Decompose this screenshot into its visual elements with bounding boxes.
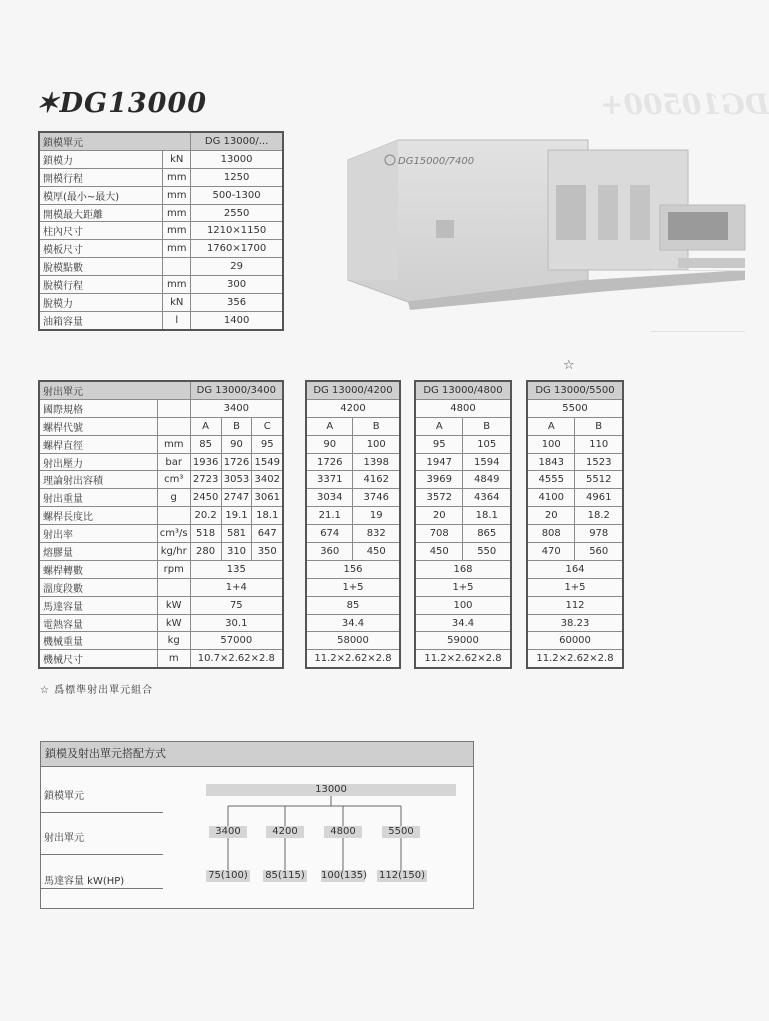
injection-table-5500 — [526, 380, 624, 669]
injection-spec: 4800 — [415, 399, 511, 417]
injection-size-value: 11.2×2.62×2.8 — [415, 650, 511, 668]
injection-zones-value: 1+5 — [527, 578, 623, 596]
injection-row — [306, 417, 400, 435]
clamp-row-label: 脫模力 — [39, 294, 163, 312]
combo-clamp-value: 13000 — [206, 784, 456, 796]
combo-clamp-label: 鎖模單元 — [44, 791, 84, 802]
injection-row-label: 射出壓力 — [39, 453, 157, 471]
page-title: ✶DG13000 — [36, 88, 208, 119]
clamp-row-value: 300 — [191, 276, 283, 294]
injection-rate-value: 978 — [575, 525, 623, 543]
injection-row — [527, 525, 623, 543]
combo-motor-label: 馬達容量 kW(HP) — [44, 876, 125, 887]
injection-rpm-value: 168 — [415, 560, 511, 578]
clamp-row-label: 柱內尺寸 — [39, 222, 163, 240]
clamp-row-unit: mm — [163, 204, 191, 222]
injection-pressure-value: 1726 — [221, 453, 252, 471]
injection-spec: 3400 — [190, 399, 283, 417]
injection-row-unit: g — [157, 489, 190, 507]
injection-row — [415, 614, 511, 632]
injection-row — [527, 614, 623, 632]
injection-volume-value: 5512 — [575, 471, 623, 489]
combo-connectors — [41, 742, 473, 908]
injection-ld-value: 21.1 — [306, 507, 353, 525]
injection-row — [415, 578, 511, 596]
injection-header-row — [527, 381, 623, 399]
injection-zones-value: 1+5 — [415, 578, 511, 596]
injection-row — [39, 489, 283, 507]
injection-row-unit — [157, 507, 190, 525]
injection-spec: 4200 — [306, 399, 400, 417]
injection-diameter-value: 95 — [415, 435, 463, 453]
injection-row — [415, 596, 511, 614]
injection-row-label: 電熱容量 — [39, 614, 157, 632]
injection-row — [415, 525, 511, 543]
injection-row — [306, 471, 400, 489]
clamp-row-value: 2550 — [191, 204, 283, 222]
combo-motor-85: 85(115) — [263, 870, 307, 882]
clamp-row-value: 1210×1150 — [191, 222, 283, 240]
injection-row-unit: kg/hr — [157, 543, 190, 561]
injection-row — [527, 453, 623, 471]
clamp-row-label: 油箱容量 — [39, 311, 163, 329]
injection-row — [39, 471, 283, 489]
injection-diameter-value: 100 — [353, 435, 400, 453]
injection-row — [415, 650, 511, 668]
injection-rpm-value: 135 — [190, 560, 283, 578]
injection-rate-value: 832 — [353, 525, 400, 543]
injection-row — [527, 578, 623, 596]
clamp-row — [39, 276, 283, 294]
injection-row — [306, 453, 400, 471]
injection-row-label: 馬達容量 — [39, 596, 157, 614]
injection-row — [39, 417, 283, 435]
clamp-row-unit: kN — [163, 150, 191, 168]
injection-plast-value: 350 — [252, 543, 283, 561]
injection-screw-code: A — [527, 417, 575, 435]
clamp-row-unit: mm — [163, 276, 191, 294]
clamp-row — [39, 294, 283, 312]
clamp-row-value: 500-1300 — [191, 186, 283, 204]
injection-ld-value: 18.2 — [575, 507, 623, 525]
injection-ld-value: 19 — [353, 507, 400, 525]
clamp-row-unit: mm — [163, 240, 191, 258]
injection-row-unit: rpm — [157, 560, 190, 578]
injection-plast-value: 280 — [190, 543, 221, 561]
injection-row — [415, 453, 511, 471]
injection-row — [527, 596, 623, 614]
injection-row — [39, 650, 283, 668]
injection-row — [306, 543, 400, 561]
injection-diameter-value: 95 — [252, 435, 283, 453]
injection-row-label: 溫度段數 — [39, 578, 157, 596]
injection-weight-value: 4961 — [575, 489, 623, 507]
injection-screw-code: B — [221, 417, 252, 435]
injection-row — [527, 560, 623, 578]
injection-row-unit: cm³/s — [157, 525, 190, 543]
injection-row — [527, 489, 623, 507]
combo-injection-label: 射出單元 — [44, 833, 84, 844]
injection-row — [415, 543, 511, 561]
injection-row — [415, 471, 511, 489]
injection-row — [527, 632, 623, 650]
combo-injection-4800: 4800 — [324, 826, 362, 838]
injection-plast-value: 310 — [221, 543, 252, 561]
injection-row — [527, 417, 623, 435]
injection-row-label: 螺桿轉數 — [39, 560, 157, 578]
clamp-row-value: 29 — [191, 258, 283, 276]
injection-row-unit: cm³ — [157, 471, 190, 489]
injection-row — [306, 507, 400, 525]
clamp-row-value: 1760×1700 — [191, 240, 283, 258]
injection-ld-value: 20 — [415, 507, 463, 525]
injection-heater-value: 30.1 — [190, 614, 283, 632]
injection-motor-value: 112 — [527, 596, 623, 614]
clamp-row-label: 脫模點數 — [39, 258, 163, 276]
clamp-row-unit: kN — [163, 294, 191, 312]
injection-plast-value: 560 — [575, 543, 623, 561]
injection-table-3400 — [38, 380, 284, 669]
clamp-row-unit: l — [163, 311, 191, 329]
injection-rate-value: 647 — [252, 525, 283, 543]
injection-screw-code: B — [463, 417, 511, 435]
injection-weight-value: 2450 — [190, 489, 221, 507]
injection-pressure-value: 1843 — [527, 453, 575, 471]
clamp-row-value: 1250 — [191, 168, 283, 186]
injection-weight-value: 3061 — [252, 489, 283, 507]
injection-row — [39, 632, 283, 650]
combo-injection-3400: 3400 — [209, 826, 247, 838]
injection-heater-value: 38.23 — [527, 614, 623, 632]
injection-model-name: DG 13000/3400 — [190, 381, 283, 399]
injection-weight-value: 3572 — [415, 489, 463, 507]
injection-row-label: 螺桿長度比 — [39, 507, 157, 525]
injection-rate-value: 708 — [415, 525, 463, 543]
injection-size-value: 10.7×2.62×2.8 — [190, 650, 283, 668]
clamp-table — [38, 131, 284, 331]
injection-volume-value: 3053 — [221, 471, 252, 489]
injection-row — [39, 453, 283, 471]
injection-row — [527, 507, 623, 525]
clamp-row-unit: mm — [163, 186, 191, 204]
injection-row — [415, 399, 511, 417]
injection-model-name: DG 13000/4200 — [306, 381, 400, 399]
injection-row-label: 熔膠量 — [39, 543, 157, 561]
injection-row-label: 射出率 — [39, 525, 157, 543]
injection-row-unit — [157, 578, 190, 596]
clamp-row-label: 模厚(最小~最大) — [39, 186, 163, 204]
footnote: ☆ 爲標準射出單元組合 — [40, 685, 154, 696]
clamp-row — [39, 311, 283, 329]
injection-row — [415, 435, 511, 453]
injection-row — [39, 525, 283, 543]
injection-table-4200 — [305, 380, 401, 669]
injection-row — [306, 650, 400, 668]
machine-label: DG15000/7400 — [398, 156, 475, 167]
injection-row — [415, 489, 511, 507]
injection-mweight-value: 60000 — [527, 632, 623, 650]
injection-row-label: 國際規格 — [39, 399, 157, 417]
injection-diameter-value: 85 — [190, 435, 221, 453]
injection-volume-value: 3969 — [415, 471, 463, 489]
injection-row — [39, 614, 283, 632]
injection-motor-value: 85 — [306, 596, 400, 614]
clamp-row-label: 模板尺寸 — [39, 240, 163, 258]
combo-injection-5500: 5500 — [382, 826, 420, 838]
injection-header-row — [306, 381, 400, 399]
ghost-table — [650, 270, 745, 332]
injection-spec: 5500 — [527, 399, 623, 417]
injection-row — [39, 560, 283, 578]
injection-row-unit: kW — [157, 614, 190, 632]
clamp-row — [39, 258, 283, 276]
clamp-row — [39, 186, 283, 204]
combo-injection-4200: 4200 — [266, 826, 304, 838]
injection-weight-value: 3034 — [306, 489, 353, 507]
injection-header-row — [415, 381, 511, 399]
injection-row — [306, 489, 400, 507]
injection-motor-value: 75 — [190, 596, 283, 614]
injection-screw-code: A — [190, 417, 221, 435]
injection-row-unit — [157, 399, 190, 417]
injection-row — [527, 399, 623, 417]
injection-screw-code: B — [575, 417, 623, 435]
injection-pressure-value: 1549 — [252, 453, 283, 471]
injection-row — [306, 525, 400, 543]
clamp-row — [39, 240, 283, 258]
injection-row — [39, 543, 283, 561]
clamp-row-unit — [163, 258, 191, 276]
injection-row — [415, 560, 511, 578]
injection-plast-value: 550 — [463, 543, 511, 561]
injection-rate-value: 518 — [190, 525, 221, 543]
injection-row — [306, 399, 400, 417]
injection-row — [306, 596, 400, 614]
injection-model-name: DG 13000/5500 — [527, 381, 623, 399]
injection-row — [527, 543, 623, 561]
injection-weight-value: 2747 — [221, 489, 252, 507]
injection-size-value: 11.2×2.62×2.8 — [306, 650, 400, 668]
injection-rate-value: 808 — [527, 525, 575, 543]
injection-row-label: 射出重量 — [39, 489, 157, 507]
clamp-row-unit: mm — [163, 168, 191, 186]
injection-pressure-value: 1594 — [463, 453, 511, 471]
clamp-row-label: 鎖模力 — [39, 150, 163, 168]
injection-table-4800 — [414, 380, 512, 669]
injection-row-label: 理論射出容積 — [39, 471, 157, 489]
injection-row — [527, 435, 623, 453]
clamp-row — [39, 168, 283, 186]
injection-heater-value: 34.4 — [415, 614, 511, 632]
injection-row — [306, 632, 400, 650]
injection-rpm-value: 164 — [527, 560, 623, 578]
injection-row — [39, 596, 283, 614]
injection-diameter-value: 110 — [575, 435, 623, 453]
injection-diameter-value: 90 — [306, 435, 353, 453]
injection-row — [39, 578, 283, 596]
injection-row — [527, 650, 623, 668]
injection-mweight-value: 58000 — [306, 632, 400, 650]
combo-motor-75: 75(100) — [206, 870, 250, 882]
injection-row-label: 機械尺寸 — [39, 650, 157, 668]
injection-plast-value: 450 — [353, 543, 400, 561]
clamp-row — [39, 222, 283, 240]
injection-rpm-value: 156 — [306, 560, 400, 578]
injection-pressure-value: 1523 — [575, 453, 623, 471]
injection-screw-code: B — [353, 417, 400, 435]
clamp-row-label: 脫模行程 — [39, 276, 163, 294]
injection-row — [527, 471, 623, 489]
injection-plast-value: 450 — [415, 543, 463, 561]
injection-weight-value: 4100 — [527, 489, 575, 507]
injection-ld-value: 20 — [527, 507, 575, 525]
combination-title: 鎖模及射出單元搭配方式 — [41, 742, 473, 767]
injection-diameter-value: 105 — [463, 435, 511, 453]
star-mark: ☆ — [563, 358, 575, 373]
clamp-header-model: DG 13000/... — [191, 132, 283, 150]
injection-plast-value: 470 — [527, 543, 575, 561]
injection-screw-code: A — [306, 417, 353, 435]
injection-weight-value: 3746 — [353, 489, 400, 507]
injection-rate-value: 581 — [221, 525, 252, 543]
clamp-row — [39, 150, 283, 168]
injection-mweight-value: 59000 — [415, 632, 511, 650]
clamp-row-unit: mm — [163, 222, 191, 240]
injection-row-unit: bar — [157, 453, 190, 471]
injection-row-label: 螺桿直徑 — [39, 435, 157, 453]
injection-row-unit: kW — [157, 596, 190, 614]
injection-motor-value: 100 — [415, 596, 511, 614]
injection-diameter-value: 100 — [527, 435, 575, 453]
injection-rate-value: 865 — [463, 525, 511, 543]
injection-pressure-value: 1936 — [190, 453, 221, 471]
injection-plast-value: 360 — [306, 543, 353, 561]
injection-ld-value: 18.1 — [463, 507, 511, 525]
injection-pressure-value: 1947 — [415, 453, 463, 471]
injection-rate-value: 674 — [306, 525, 353, 543]
injection-diameter-value: 90 — [221, 435, 252, 453]
injection-row — [415, 507, 511, 525]
combination-panel — [40, 741, 474, 909]
injection-row — [415, 632, 511, 650]
combo-motor-112: 112(150) — [377, 870, 427, 882]
injection-row — [39, 507, 283, 525]
injection-pressure-value: 1398 — [353, 453, 400, 471]
injection-zones-value: 1+5 — [306, 578, 400, 596]
clamp-header-row — [39, 132, 283, 150]
injection-pressure-value: 1726 — [306, 453, 353, 471]
ghost-title: DG10500+ — [600, 88, 769, 121]
clamp-row-label: 開模最大距離 — [39, 204, 163, 222]
combo-motor-100: 100(135) — [321, 870, 367, 881]
clamp-row-value: 13000 — [191, 150, 283, 168]
injection-row-unit: mm — [157, 435, 190, 453]
injection-weight-value: 4364 — [463, 489, 511, 507]
injection-ld-value: 19.1 — [221, 507, 252, 525]
injection-row — [306, 578, 400, 596]
injection-volume-value: 4849 — [463, 471, 511, 489]
injection-row — [306, 614, 400, 632]
injection-row — [39, 435, 283, 453]
injection-row-label: 機械重量 — [39, 632, 157, 650]
injection-model-name: DG 13000/4800 — [415, 381, 511, 399]
injection-screw-code: C — [252, 417, 283, 435]
injection-header-label: 射出單元 — [39, 381, 190, 399]
clamp-row-value: 356 — [191, 294, 283, 312]
injection-volume-value: 4162 — [353, 471, 400, 489]
injection-row — [415, 417, 511, 435]
clamp-header-label: 鎖模單元 — [39, 132, 191, 150]
injection-zones-value: 1+4 — [190, 578, 283, 596]
injection-row — [306, 560, 400, 578]
injection-volume-value: 2723 — [190, 471, 221, 489]
clamp-row — [39, 204, 283, 222]
injection-heater-value: 34.4 — [306, 614, 400, 632]
clamp-row-value: 1400 — [191, 311, 283, 329]
injection-ld-value: 20.2 — [190, 507, 221, 525]
injection-ld-value: 18.1 — [252, 507, 283, 525]
injection-row-unit: m — [157, 650, 190, 668]
clamp-row-label: 開模行程 — [39, 168, 163, 186]
injection-volume-value: 4555 — [527, 471, 575, 489]
injection-row-unit: kg — [157, 632, 190, 650]
injection-row-label: 螺桿代號 — [39, 417, 157, 435]
injection-header-row — [39, 381, 283, 399]
injection-volume-value: 3371 — [306, 471, 353, 489]
injection-screw-code: A — [415, 417, 463, 435]
injection-mweight-value: 57000 — [190, 632, 283, 650]
injection-size-value: 11.2×2.62×2.8 — [527, 650, 623, 668]
injection-volume-value: 3402 — [252, 471, 283, 489]
injection-row — [306, 435, 400, 453]
injection-row — [39, 399, 283, 417]
injection-row-unit — [157, 417, 190, 435]
